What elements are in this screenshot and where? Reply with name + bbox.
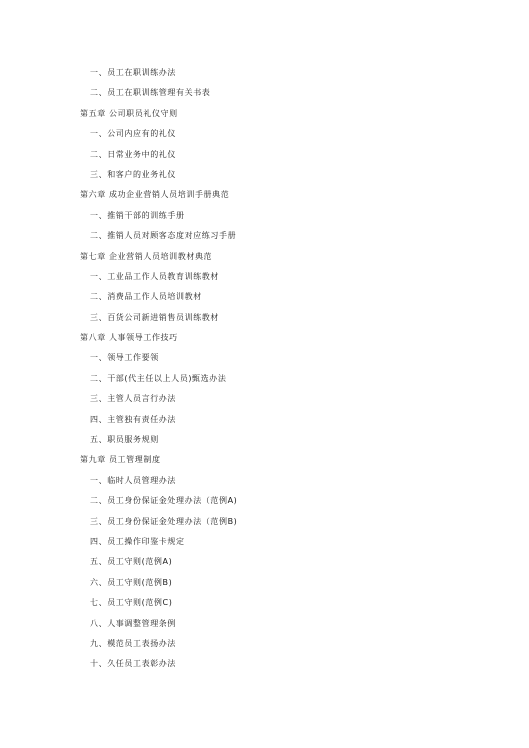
toc-item: 二、干部(代主任以上人员)甄选办法 [90,373,227,383]
toc-item: 四、员工操作印鉴卡规定 [90,536,185,546]
toc-chapter-heading: 第五章 公司职员礼仪守则 [80,108,178,118]
toc-item: 五、职员服务规则 [90,435,159,445]
toc-item: 二、推销人员对顾客态度对应练习手册 [90,231,237,241]
toc-chapter-heading: 第六章 成功企业营销人员培训手册典范 [80,190,230,200]
toc-item: 一、领导工作要领 [90,353,159,363]
toc-item: 三、和客户的业务礼仪 [90,169,176,179]
toc-item: 三、主管人员言行办法 [90,394,176,404]
toc-item: 二、消费品工作人员培训教材 [90,292,202,302]
toc-item: 七、员工守则(范例C) [90,598,173,608]
toc-item: 四、主管独有责任办法 [90,414,176,424]
toc-item: 二、日常业务中的礼仪 [90,149,176,159]
toc-item: 一、工业品工作人员教育训练教材 [90,271,219,281]
toc-item: 六、员工守则(范例B) [90,577,173,587]
toc-item: 一、公司内应有的礼仪 [90,129,176,139]
toc-chapter-heading: 第九章 员工管理制度 [80,455,161,465]
toc-item: 五、员工守则(范例A) [90,557,173,567]
toc-item: 一、临时人员管理办法 [90,475,176,485]
toc-item: 八、人事调整管理条例 [90,618,176,628]
toc-item: 十、久任员工表彰办法 [90,659,176,669]
toc-item: 三、百货公司新进销售员训练教材 [90,312,219,322]
table-of-contents [0,63,529,675]
toc-item: 九、模范员工表扬办法 [90,638,176,648]
toc-item: 一、员工在职训练办法 [90,68,176,77]
toc-item: 二、员工在职训练管理有关书表 [90,88,211,98]
toc-chapter-heading: 第八章 人事领导工作技巧 [80,333,178,343]
toc-item: 一、推销干部的训练手册 [90,210,185,220]
toc-chapter-heading: 第七章 企业营销人员培训教材典范 [80,251,213,261]
toc-item: 三、员工身份保证金处理办法（范例B) [90,516,238,526]
toc-item: 二、员工身份保证金处理办法（范例A) [90,496,238,506]
